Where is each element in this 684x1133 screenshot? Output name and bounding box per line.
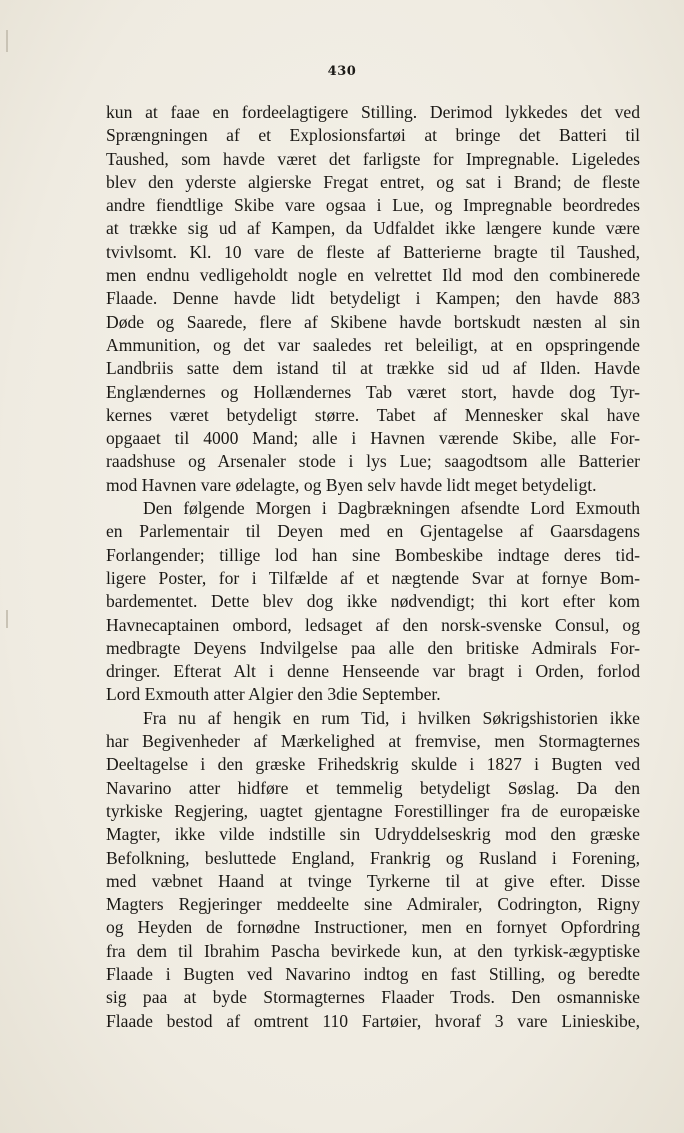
text-line: Fra nu af hengik en rum Tid, i hvilken Søkrigshistorien ikke xyxy=(143,707,640,728)
text-line: Navarino atter hidføre et temmelig betydeligt Søslag. Da den xyxy=(106,777,640,798)
text-line: ligere Poster, for i Tilfælde af et nægtende Svar at fornye Bom- xyxy=(106,567,640,588)
text-line: Ammunition, og det var saaledes ret beleiligt, at en opspringende xyxy=(106,334,640,355)
text-line: men endnu vedligeholdt nogle en velrettet Ild mod den combinerede xyxy=(106,265,640,286)
text-line: tyrkiske Regjering, uagtet gjentagne Forestillinger fra de europæiske xyxy=(106,800,640,821)
text-line: Landbriis satte dem istand til at trække sid ud af Ilden. Havde xyxy=(106,358,640,379)
page-edge-mark xyxy=(6,30,8,52)
page-edge-mark xyxy=(6,610,8,628)
text-line: Havnecaptainen ombord, ledsaget af den norsk-svenske Consul, og xyxy=(106,614,640,635)
text-line: kun at faae en fordeelagtigere Stilling. Derimod lykkedes det ved xyxy=(106,102,640,122)
text-line: bardementet. Dette blev dog ikke nødvendigt; thi kort efter kom xyxy=(106,591,640,612)
text-line: har Begivenheder af Mærkelighed at fremvise, men Stormagternes xyxy=(106,731,640,752)
text-line: at trække sig ud af Kampen, da Udfaldet ikke længere kunde være xyxy=(106,218,640,239)
text-line: Taushed, som havde været det farligste for Impregnable. Ligeledes xyxy=(106,148,640,169)
text-line: Magters Regjeringer meddeelte sine Admiraler, Codrington, Rigny xyxy=(106,894,640,915)
text-line: Forlangender; tillige lod han sine Bombeskibe indtage deres tid- xyxy=(106,544,640,565)
text-line: dringer. Efterat Alt i denne Henseende var bragt i Orden, forlod xyxy=(106,661,640,682)
text-line: Magter, ikke vilde indstille sin Udryddelseskrig mod den græske xyxy=(106,824,640,845)
text-line: Sprængningen af et Explosionsfartøi at bringe det Batteri til xyxy=(106,125,640,146)
text-line: Lord Exmouth atter Algier den 3die September. xyxy=(106,684,441,705)
text-line: tvivlsomt. Kl. 10 vare de fleste af Batterierne bragte til Taushed, xyxy=(106,241,640,262)
text-line: mod Havnen vare ødelagte, og Byen selv havde lidt meget betydeligt. xyxy=(106,474,597,495)
text-line: Den følgende Morgen i Dagbrækningen afsendte Lord Exmouth xyxy=(143,498,640,519)
page-number: 430 xyxy=(327,64,357,79)
text-line: Englændernes og Hollændernes Tab været stort, havde dog Tyr- xyxy=(106,381,640,402)
text-line: andre fiendtlige Skibe vare ogsaa i Lue, og Impregnable beordredes xyxy=(106,195,640,216)
text-line: Flaade. Denne havde lidt betydeligt i Kampen; den havde 883 xyxy=(106,288,640,309)
text-line: Flaade i Bugten ved Navarino indtog en fast Stilling, og beredte xyxy=(106,963,640,984)
text-line: Befolkning, besluttede England, Frankrig og Rusland i Forening, xyxy=(106,847,640,868)
text-line: fra dem til Ibrahim Pascha bevirkede kun, at den tyrkisk-ægyptiske xyxy=(106,940,640,961)
text-line: medbragte Deyens Indvilgelse paa alle den britiske Admirals For- xyxy=(106,637,640,658)
text-line: blev den yderste algierske Fregat entret, og sat i Brand; de fleste xyxy=(106,171,640,192)
text-line: Døde og Saarede, flere af Skibene havde bortskudt næsten al sin xyxy=(106,311,640,332)
body-text xyxy=(106,101,640,1033)
text-line: raadshuse og Arsenaler stode i lys Lue; saagodtsom alle Batterier xyxy=(106,451,640,472)
text-line: kernes været betydeligt større. Tabet af Mennesker skal have xyxy=(106,404,640,425)
text-line: sig paa at byde Stormagternes Flaader Trods. Den osmanniske xyxy=(106,987,640,1008)
text-line: en Parlementair til Deyen med en Gjentagelse af Gaarsdagens xyxy=(106,521,640,542)
text-line: og Heyden de fornødne Instructioner, men en fornyet Opfordring xyxy=(106,917,640,938)
text-line: Flaade bestod af omtrent 110 Fartøier, hvoraf 3 vare Linieskibe, xyxy=(106,1010,640,1031)
text-line: opgaaet til 4000 Mand; alle i Havnen værende Skibe, alle For- xyxy=(106,428,640,449)
text-line: Deeltagelse i den græske Frihedskrig skulde i 1827 i Bugten ved xyxy=(106,754,640,775)
text-line: med væbnet Haand at tvinge Tyrkerne til at give efter. Disse xyxy=(106,870,640,891)
